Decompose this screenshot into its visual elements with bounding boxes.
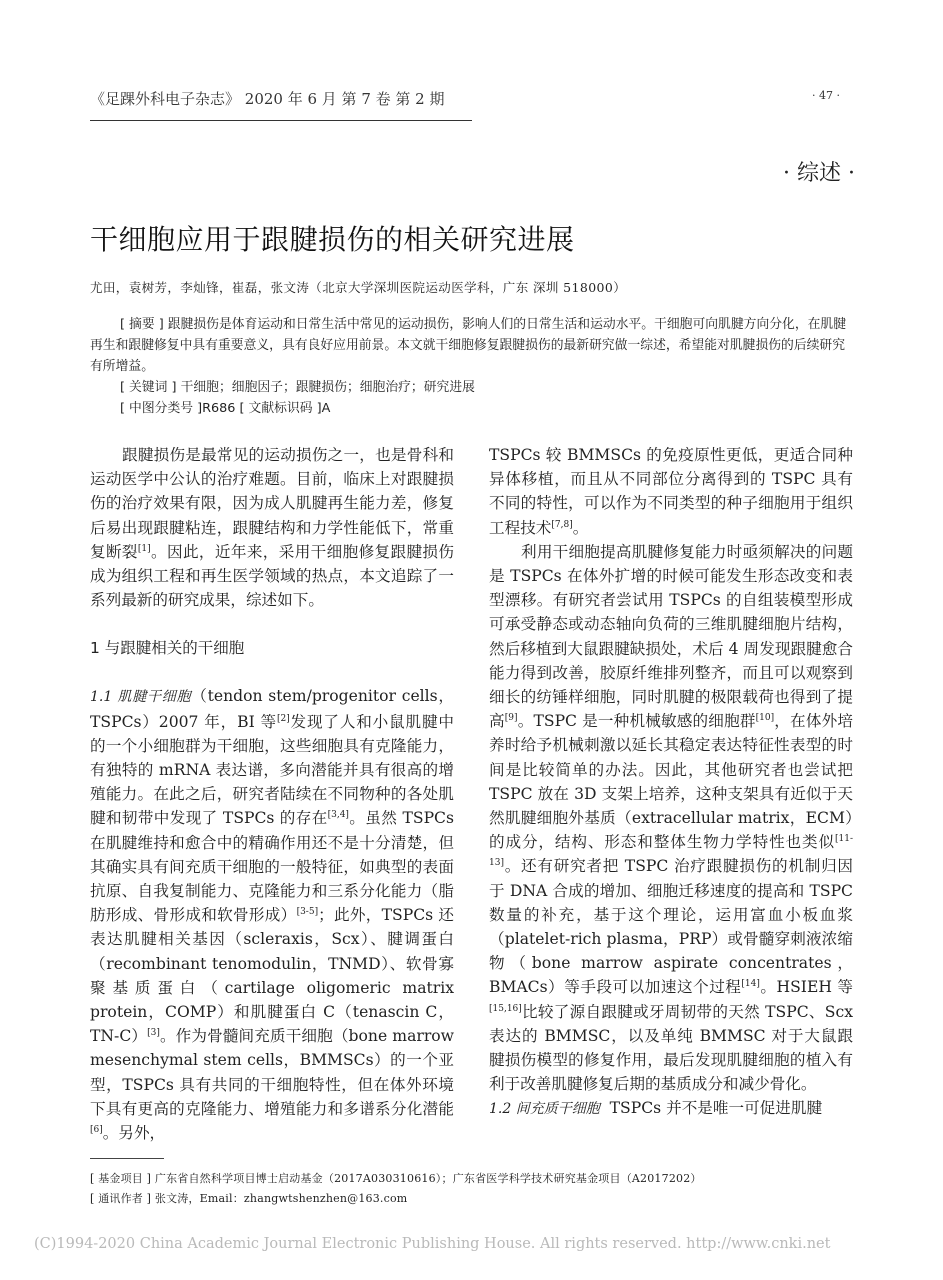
keywords: [ 关键词 ] 干细胞；细胞因子；跟腱损伤；细胞治疗；研究进展 (120, 380, 475, 395)
left-column (90, 443, 454, 1145)
page-number: · 47 · (812, 89, 840, 102)
citation[interactable]: [3-5] (296, 907, 319, 918)
header-rule (90, 120, 472, 121)
paragraph-1-2: 1.2 间充质干细胞 TSPCs 并不是唯一可促进肌腱 (489, 1099, 823, 1118)
abstract: [ 摘要 ] 跟腱损伤是体育运动和日常生活中常见的运动损伤，影响人们的日常生活和运动水平。干细胞可向肌腱方向分化，在肌腱再生和跟腱修复中具有重要意义，具有良好应用前景。本文就干细胞修复跟腱损伤的最新研究做一综述，希望能对肌腱损伤的后续研究有所增益。 (90, 317, 847, 374)
author-line: 尤田，袁树芳，李灿锋，崔磊，张文涛（北京大学深圳医院运动医学科，广东 深圳 518000） (90, 280, 627, 295)
subsection-heading: 1.2 间充质干细胞 (489, 1101, 600, 1118)
citation[interactable]: [1] (137, 543, 151, 554)
footnote-rule (90, 1158, 164, 1159)
citation[interactable]: [10] (755, 713, 775, 724)
corresponding-author-footnote: [ 通讯作者 ] 张文涛，Email：zhangwtshenzhen@163.com (90, 1192, 408, 1205)
article-title: 干细胞应用于跟腱损伤的相关研究进展 (90, 223, 575, 256)
citation[interactable]: [3,4] (327, 810, 349, 821)
section-heading: 1 与跟腱相关的干细胞 (90, 639, 245, 658)
section-tag: · 综述 · (783, 161, 855, 186)
right-column (489, 443, 853, 1122)
copyright-watermark: (C)1994-2020 China Academic Journal Electronic Publishing House. All rights reserved. http://www.cnki.net (34, 1236, 831, 1252)
subsection-heading: 1.1 肌腱干细胞 (90, 689, 192, 706)
intro-paragraph (90, 443, 454, 612)
paragraph-1-1: 1.1 肌腱干细胞（tendon stem/progenitor cells，TSPCs）2007 年，BI 等[2]发现了人和小鼠肌腱中的一个小细胞群为干细胞，这些细胞具有克隆能力，有独特的 mRNA 表达谱，多向潜能并具有很高的增殖能力。在此之后，研究者陆续在不同物种的各处肌腱和韧带中发现了 TSPCs 的存在[3,4]。虽然 TSPCs 在肌腱维持和愈合中的精确作用还不是十分清楚，但其确实具有间充质干细胞的一般特征，如典型的表面抗原、自我复制能力、克隆能力和三系分化能力（脂肪形成、骨形成和软骨形成）[3-5]；此外，TSPCs 还表达肌腱相关基因（scleraxis，Scx）、腱调蛋白（recombinant tenomodulin，TNMD）、软骨寡聚基质蛋白（cartilage oligomeric matrix protein，COMP）和肌腱蛋白 C（tenascin C，TN-C）[3]。作为骨髓间充质干细胞（bone marrow mesenchymal stem cells，BMMSCs）的一个亚型，TSPCs 具有共同的干细胞特性，但在体外环境下具有更高的克隆能力、增殖能力和多谱系分化潜能[6]。另外， (90, 687, 455, 1143)
classification: [ 中图分类号 ]R686 [ 文献标识码 ]A (120, 401, 331, 416)
citation[interactable]: [11-13] (489, 834, 853, 869)
journal-header: 《足踝外科电子杂志》 2020 年 6 月 第 7 卷 第 2 期 (90, 90, 445, 108)
citation[interactable]: [14] (741, 979, 760, 990)
intro-text-a: 跟腱损伤是最常见的运动损伤之一，也是骨科和运动医学中公认的治疗难题。目前，临床上对跟腱损伤的治疗效果有限，因为成人肌腱再生能力差，修复后易出现跟腱粘连，跟腱结构和力学性能低下，常重复断裂 (90, 446, 454, 561)
intro-text-b: 。因此，近年来，采用干细胞修复跟腱损伤成为组织工程和再生医学领域的热点，本文追踪了一系列最新的研究成果，综述如下。 (90, 542, 454, 610)
funding-footnote: [ 基金项目 ] 广东省自然科学项目博士启动基金（2017A030310616）；广东省医学科学技术研究基金项目（A2017202） (90, 1172, 702, 1185)
citation[interactable]: [9] (504, 713, 518, 724)
citation[interactable]: [6] (90, 1125, 103, 1136)
paragraph-tspc: 利用干细胞提高肌腱修复能力时亟须解决的问题是 TSPCs 在体外扩增的时候可能发生形态改变和表型漂移。有研究者尝试用 TSPCs 的自组装模型形成可承受静态或动态轴向负荷的三维肌腱细胞片结构，然后移植到大鼠跟腱缺损处，术后 4 周发现跟腱愈合能力得到改善，胶原纤维排列整齐，而且可以观察到细长的纺锤样细胞，同时肌腱的极限载荷也得到了提高[9]。TSPC 是一种机械敏感的细胞群[10]，在体外培养时给予机械刺激以延长其稳定表达特征性表型的时间是比较简单的办法。因此，其他研究者也尝试把 TSPC 放在 3D 支架上培养，这种支架具有近似于天然肌腱细胞外基质（extracellular matrix，ECM）的成分，结构、形态和整体生物力学特性也类似[11-13]。还有研究者把 TSPC 治疗跟腱损伤的机制归因于 DNA 合成的增加、细胞迁移速度的提高和 TSPC 数量的补充，基于这个理论，运用富血小板血浆（platelet-rich plasma，PRP）或骨髓穿刺液浓缩物（bone marrow aspirate concentrates，BMACs）等手段可以加速这个过程[14]。HSIEH 等[15,16]比较了源自跟腱或牙周韧带的天然 TSPC、Scx 表达的 BMMSC，以及单纯 BMMSC 对于大鼠跟腱损伤模型的修复作用，最后发现肌腱细胞的植入有利于改善肌腱修复后期的基质成分和减少骨化。 (489, 542, 853, 1094)
citation[interactable]: [15,16] (489, 1003, 522, 1014)
abstract-block (90, 314, 853, 419)
citation[interactable]: [7,8] (551, 519, 573, 530)
paragraph-continued: TSPCs 较 BMMSCs 的免疫原性更低，更适合同种异体移植，而且从不同部位分离得到的 TSPC 具有不同的特性，可以作为不同类型的种子细胞用于组织工程技术[7,8]。 (489, 446, 853, 537)
citation[interactable]: [3] (147, 1028, 160, 1039)
citation[interactable]: [2] (276, 713, 290, 724)
